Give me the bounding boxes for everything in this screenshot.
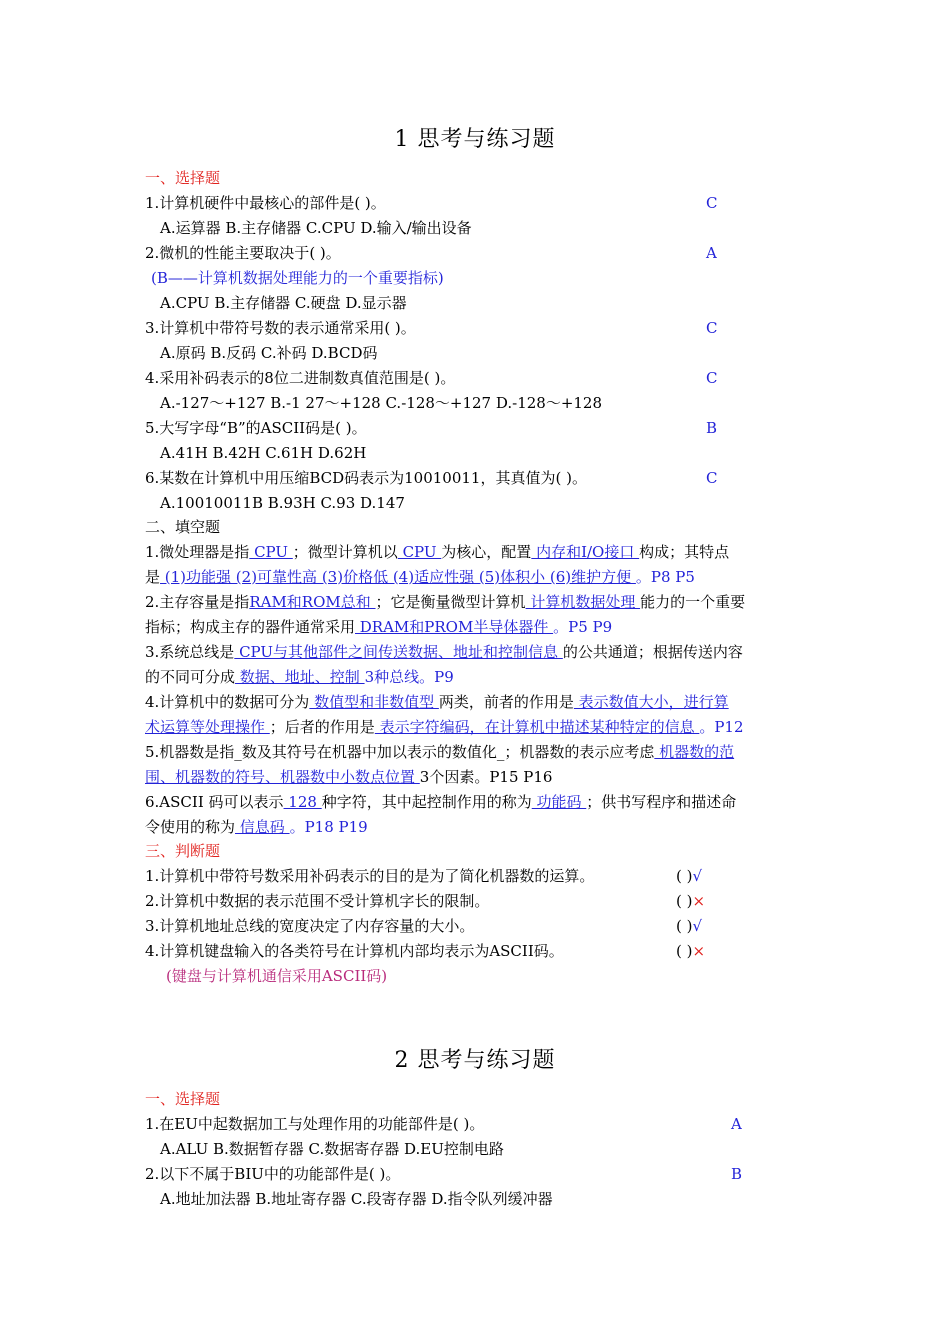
answer-parentheses: ( ) [676,942,693,960]
blank-answer: 数值型和非数值型 [309,693,439,711]
fill-4-line-2 [145,715,810,740]
page-ref: 。P18 P19 [289,818,368,836]
text: 4.计算机中的数据可分为 [145,693,310,711]
section-heading-choice: 一、选择题 [145,169,221,187]
blank-answer: 表示字符编码，在计算机中描述某种特定的信息 [374,718,700,736]
question-3-options: A.原码 B.反码 C.补码 D.BCD码 [160,344,378,362]
fill-3-line-1 [145,640,810,665]
judge-3-answer [676,914,702,939]
ch2-question-1-options: A.ALU B.数据暂存器 C.数据寄存器 D.EU控制电路 [160,1140,504,1158]
answer-parentheses: ( ) [676,892,693,910]
blank-answer: 内存和I/O接口 [531,543,640,561]
question-4: 4.采用补码表示的8位二进制数真值范围是( )。 [145,369,456,387]
blank-answer: 机器数的范 [654,743,735,761]
answer-5: B [706,419,718,437]
judge-1: 1.计算机中带符号数采用补码表示的目的是为了简化机器数的运算。 [145,867,595,885]
fill-5-line-2 [145,765,810,790]
text: 3个因素。P15 P16 [419,768,553,786]
ch2-question-1: 1.在EU中起数据加工与处理作用的功能部件是( )。 [145,1115,485,1133]
question-1: 1.计算机硬件中最核心的部件是( )。 [145,194,386,212]
page-ref: 3种总线。P9 [364,668,454,686]
blank-answer: 功能码 [531,793,587,811]
cross-mark-icon: × [692,892,706,910]
text: 1.微处理器是指 [145,543,250,561]
section-heading-choice-2: 一、选择题 [145,1090,221,1108]
fill-6-line-1 [145,790,810,815]
text: 令使用的称为 [145,818,236,836]
text: ；微型计算机以 [292,543,398,561]
question-6-options: A.10010011B B.93H C.93 D.147 [160,494,405,512]
blank-answer: CPU [249,543,293,561]
answer-6: C [706,469,718,487]
page-ref: 。P8 P5 [635,568,695,586]
cross-mark-icon: × [692,942,706,960]
fill-1-line-2 [145,565,810,590]
fill-1-line-1 [145,540,810,565]
blank-answer: 信息码 [235,818,290,836]
answer-3: C [706,319,718,337]
text: 5.机器数是指_数及其符号在机器中加以表示的数值化_；机器数的表示应考虑 [145,743,655,761]
text: 构成；其特点 [639,543,730,561]
answer-1: C [706,194,718,212]
blank-answer: 围、机器数的符号、机器数中小数点位置 [145,768,420,786]
blank-answer: (1)功能强 (2)可靠性高 (3)价格低 (4)适应性强 (5)体积小 (6)维护方便 [160,568,636,586]
chapter-1-title: 1 思考与练习题 [394,127,556,152]
text: 6.ASCII 码可以表示 [145,793,284,811]
blank-answer: 数据、地址、控制 [235,668,365,686]
judge-2: 2.计算机中数据的表示范围不受计算机字长的限制。 [145,892,490,910]
check-mark-icon: √ [692,917,703,935]
page-ref: 。P12 [699,718,744,736]
question-5-options: A.41H B.42H C.61H D.62H [160,444,367,462]
fill-5-line-1 [145,740,810,765]
text: ；它是衡量微型计算机 [375,593,526,611]
question-2-note: (B——计算机数据处理能力的一个重要指标) [151,269,444,287]
fill-6-line-2 [145,815,810,840]
answer-4: C [706,369,718,387]
answer-parentheses: ( ) [676,867,693,885]
text: 2.主存容量是指 [145,593,250,611]
blank-answer: 计算机数据处理 [525,593,641,611]
fill-3-line-2 [145,665,810,690]
question-2-options: A.CPU B.主存储器 C.硬盘 D.显示器 [160,294,407,312]
text: 种字符，其中起控制作用的称为 [321,793,532,811]
section-heading-fill: 二、填空题 [145,518,221,536]
judge-1-answer [676,864,702,889]
check-mark-icon: √ [692,867,703,885]
judge-2-answer [676,889,705,914]
chapter-2-title: 2 思考与练习题 [394,1048,556,1073]
section-heading-judge: 三、判断题 [145,842,221,860]
ch2-question-2: 2.以下不属于BIU中的功能部件是( )。 [145,1165,401,1183]
text: 的不同可分成 [145,668,236,686]
judge-4-answer [676,939,705,964]
text: 能力的一个重要 [640,593,746,611]
fill-2-line-2 [145,615,810,640]
text: 的公共通道；根据传送内容 [562,643,743,661]
fill-4-line-1 [145,690,810,715]
judge-4-note: (键盘与计算机通信采用ASCII码) [166,967,388,985]
question-2: 2.微机的性能主要取决于( )。 [145,244,341,262]
ch2-answer-2: B [731,1165,743,1183]
blank-answer: 表示数值大小，进行算 [573,693,729,711]
blank-answer: 128 [283,793,322,811]
text: ；供书写程序和描述命 [586,793,737,811]
blank-answer: DRAM和PROM半导体器件 [355,618,554,636]
blank-answer: CPU与其他部件之间传送数据、地址和控制信息 [234,643,563,661]
text: 两类，前者的作用是 [438,693,574,711]
question-3: 3.计算机中带符号数的表示通常采用( )。 [145,319,416,337]
text: 3.系统总线是 [145,643,235,661]
blank-answer: CPU [397,543,442,561]
judge-3: 3.计算机地址总线的宽度决定了内存容量的大小。 [145,917,475,935]
answer-2: A [706,244,717,262]
ch2-question-2-options: A.地址加法器 B.地址寄存器 C.段寄存器 D.指令队列缓冲器 [160,1190,553,1208]
question-6: 6.某数在计算机中用压缩BCD码表示为10010011，其真值为( )。 [145,469,587,487]
blank-answer: RAM和ROM总和 [249,593,376,611]
text: 为核心，配置 [441,543,532,561]
question-1-options: A.运算器 B.主存储器 C.CPU D.输入/输出设备 [160,219,472,237]
text: 指标；构成主存的器件通常采用 [145,618,356,636]
judge-4: 4.计算机键盘输入的各类符号在计算机内部均表示为ASCII码。 [145,942,564,960]
answer-parentheses: ( ) [676,917,693,935]
blank-answer: 术运算等处理操作 [145,718,270,736]
text: 是 [145,568,161,586]
text: ；后者的作用是 [269,718,375,736]
question-4-options: A.-127～+127 B.-1 27～+128 C.-128～+127 D.-128～+128 [160,394,603,412]
ch2-answer-1: A [731,1115,742,1133]
fill-2-line-1 [145,590,810,615]
page-ref: 。P5 P9 [553,618,613,636]
question-5: 5.大写字母“B”的ASCII码是( )。 [145,419,367,437]
